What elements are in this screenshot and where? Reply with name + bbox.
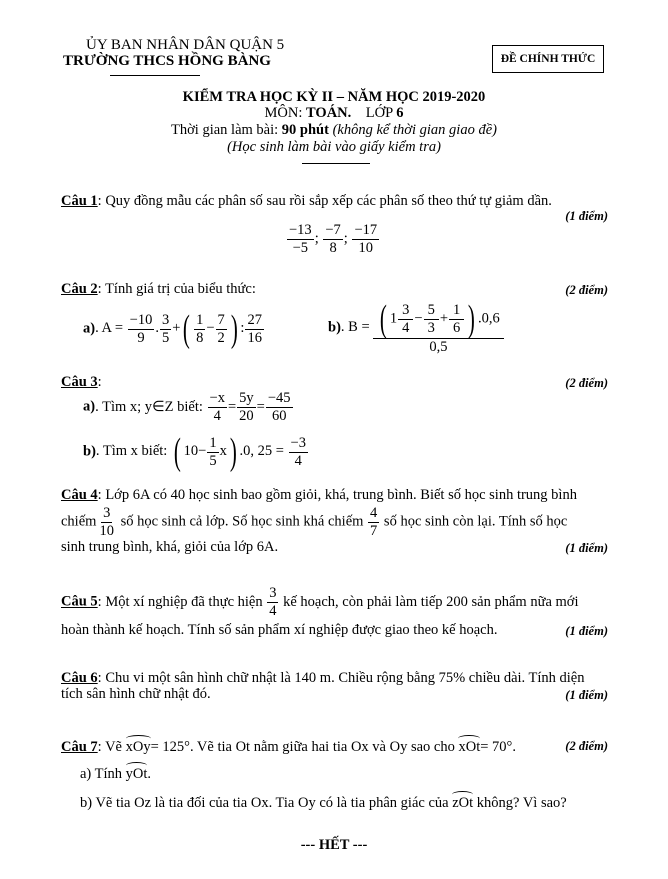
denominator: 8	[329, 239, 337, 256]
expression-a	[95, 390, 293, 424]
right-paren: )	[468, 298, 476, 340]
left-paren: (	[183, 308, 191, 350]
denominator: 8	[196, 329, 204, 346]
divider	[302, 163, 370, 164]
math-text: :	[240, 320, 245, 337]
math-text: −	[414, 310, 423, 327]
numerator: 4	[370, 505, 378, 521]
question-text: :	[97, 374, 102, 390]
angle: zOt	[452, 792, 473, 812]
numerator: −10	[129, 311, 153, 328]
part-a	[83, 310, 265, 348]
question-4	[61, 487, 577, 504]
angle: xOy	[126, 736, 151, 756]
math-text: . A =	[95, 320, 127, 337]
instruction: (Học sinh làm bài vào giấy kiểm tra)	[227, 139, 441, 155]
fraction	[398, 302, 413, 336]
grade-label: LỚP	[365, 105, 397, 121]
numerator: 7	[217, 311, 225, 328]
question-label: Câu 4	[61, 487, 98, 503]
fraction	[449, 302, 464, 336]
grade: 6	[396, 105, 404, 121]
math-text: không? Vì sao?	[473, 795, 567, 811]
question-6	[61, 670, 585, 687]
question-text	[97, 585, 579, 619]
time-note: (không kể thời gian giao đề)	[328, 122, 497, 138]
math-text: =	[256, 398, 265, 415]
math-text: .	[147, 766, 152, 782]
left-paren: (	[380, 298, 388, 340]
denominator: 7	[370, 522, 378, 539]
numerator: 3	[398, 302, 413, 320]
numerator: 27	[247, 311, 262, 328]
numerator: 1	[449, 302, 464, 320]
fraction	[287, 222, 314, 256]
fraction	[207, 435, 218, 469]
numerator: 5y	[239, 390, 254, 406]
end-marker: --- HẾT ---	[300, 837, 368, 853]
denominator: 9	[137, 329, 145, 346]
math-text: 10−	[183, 443, 207, 460]
divider	[110, 75, 200, 76]
math-text: +	[439, 310, 449, 327]
denominator: 4	[213, 407, 221, 424]
part-label: a)	[83, 398, 96, 415]
time: 90 phút	[281, 122, 329, 138]
math-text: =	[227, 398, 237, 415]
fraction	[266, 390, 293, 424]
fraction	[216, 312, 227, 346]
part-b	[328, 300, 504, 356]
question-text: sinh trung bình, khá, giỏi của lớp 6A.	[61, 539, 279, 555]
denominator: 2	[217, 329, 225, 346]
official-stamp: ĐỀ CHÍNH THỨC	[492, 45, 604, 73]
fraction	[424, 302, 439, 336]
part-b	[83, 433, 309, 471]
denominator: −5	[292, 239, 309, 256]
math-text: .0,6	[477, 310, 500, 327]
math-text: −	[206, 320, 215, 337]
fraction	[128, 312, 155, 346]
left-paren: (	[173, 431, 181, 473]
time-line	[0, 122, 668, 139]
question-text	[61, 505, 567, 539]
denominator: 10	[99, 522, 114, 539]
fraction	[245, 312, 264, 346]
question-label: Câu 6	[61, 670, 98, 686]
denominator: 5	[161, 329, 170, 346]
denominator: 4	[294, 452, 302, 469]
question-3	[61, 374, 102, 391]
part-a	[80, 763, 151, 783]
numerator	[373, 300, 503, 339]
math-text: = 70°.	[480, 739, 516, 755]
question-label: Câu 2	[61, 281, 98, 297]
math-text: . B =	[340, 319, 374, 336]
points: (1 điểm)	[565, 688, 608, 702]
denominator: 4	[269, 602, 277, 619]
math-text: ;	[343, 230, 352, 247]
fraction	[352, 222, 379, 256]
points: (1 điểm)	[565, 209, 608, 223]
authority-name: ỦY BAN NHÂN DÂN QUẬN 5	[86, 37, 285, 53]
angle: xOt	[458, 736, 480, 756]
math-text: chiếm	[61, 513, 97, 530]
school-name: TRƯỜNG THCS HỒNG BÀNG	[63, 53, 271, 69]
question-7	[61, 736, 516, 756]
numerator: −3	[290, 434, 306, 451]
subject-line	[0, 105, 668, 122]
fractions-expression	[286, 222, 380, 256]
part-label: b)	[83, 443, 96, 460]
points: (1 điểm)	[565, 541, 608, 555]
math-text: .0, 25 =	[239, 443, 288, 460]
numerator: 5	[424, 302, 439, 320]
angle: yOt	[126, 763, 148, 783]
part-label: a)	[83, 320, 96, 337]
numerator: −17	[354, 222, 378, 238]
math-text: x	[219, 443, 227, 460]
math-text: b) Vẽ tia Oz là tia đối của tia Ox. Tia Oy có là tia phân giác của	[80, 795, 453, 811]
denominator: 6	[453, 319, 461, 336]
question-text	[98, 739, 516, 755]
fraction	[289, 435, 308, 469]
question-text: : Quy đồng mẫu các phân số sau rồi sắp xếp các phân số theo thứ tự giảm dần.	[97, 193, 552, 209]
numerator: 1	[196, 311, 204, 328]
math-text: a) Tính	[80, 766, 126, 782]
numerator: 3	[161, 311, 170, 328]
right-paren: )	[229, 431, 237, 473]
question-text: tích sân hình chữ nhật đó.	[61, 686, 211, 702]
math-text: : Vẽ	[97, 739, 126, 755]
denominator: 20	[239, 407, 254, 424]
math-text: +	[172, 320, 181, 337]
fraction	[97, 505, 116, 539]
fraction	[160, 312, 171, 346]
points: (2 điểm)	[565, 283, 608, 297]
question-5	[61, 585, 578, 619]
numerator: 3	[103, 505, 111, 521]
math-text: : Một xí nghiệp đã thực hiện	[97, 593, 267, 610]
question-1	[61, 193, 552, 210]
denominator: 16	[247, 329, 262, 346]
points: (1 điểm)	[565, 624, 608, 638]
math-text: .	[155, 320, 159, 337]
question-label: Câu 7	[61, 739, 98, 755]
question-text: : Lớp 6A có 40 học sinh bao gồm giỏi, khá, trung bình. Biết số học sinh trung bình	[97, 487, 577, 503]
part-b	[80, 792, 567, 812]
big-fraction	[373, 300, 503, 356]
fraction	[323, 222, 342, 256]
question-text: : Chu vi một sân hình chữ nhật là 140 m. Chiều rộng bằng 75% chiều dài. Tính diện	[97, 670, 585, 686]
time-label: Thời gian làm bài:	[171, 122, 282, 138]
subject: TOÁN.	[306, 105, 352, 121]
fraction	[267, 585, 278, 619]
expression-b	[95, 431, 309, 473]
math-text: số học sinh cả lớp. Số học sinh khá chiếm	[116, 513, 368, 530]
expression-b	[340, 298, 504, 355]
part-a	[83, 390, 294, 424]
numerator: 3	[269, 585, 277, 601]
math-text: số học sinh còn lại. Tính số học	[380, 513, 568, 530]
fraction	[194, 312, 205, 346]
question-2	[61, 281, 256, 298]
numerator: −45	[267, 390, 291, 406]
question-label: Câu 1	[61, 193, 98, 209]
math-text: 1	[389, 310, 398, 327]
math-text: ;	[314, 230, 323, 247]
denominator	[429, 339, 447, 356]
numerator: −13	[289, 222, 312, 238]
denominator: 60	[271, 407, 287, 424]
math-text: = 125°. Vẽ tia Ot nằm giữa hai tia Ox và Oy sao cho	[150, 739, 459, 755]
numerator: 1	[209, 434, 217, 451]
math-text: 0,5	[429, 339, 448, 355]
math-text: . Tìm x biết:	[95, 443, 171, 460]
denominator: 5	[209, 452, 217, 469]
right-paren: )	[230, 308, 238, 350]
expression-a	[95, 308, 265, 350]
fraction	[237, 390, 256, 424]
exam-title: KIỂM TRA HỌC KỲ II – NĂM HỌC 2019-2020	[182, 89, 486, 105]
points: (2 điểm)	[565, 739, 608, 753]
part-label: b)	[328, 319, 341, 336]
math-text: kế hoạch, còn phải làm tiếp 200 sản phẩm nữa mới	[279, 593, 579, 610]
numerator: −x	[209, 390, 225, 406]
subject-label: MÔN:	[264, 105, 306, 121]
question-label: Câu 5	[61, 593, 98, 610]
numerator: −7	[325, 222, 341, 238]
points: (2 điểm)	[565, 376, 608, 390]
question-label: Câu 3	[61, 374, 98, 390]
denominator: 10	[358, 239, 374, 256]
fraction	[208, 390, 227, 424]
denominator: 3	[427, 319, 435, 336]
question-text: hoàn thành kế hoạch. Tính số sản phẩm xí nghiệp được giao theo kế hoạch.	[61, 622, 498, 638]
fraction	[368, 505, 379, 539]
denominator: 4	[402, 319, 410, 336]
question-text: : Tính giá trị của biểu thức:	[97, 281, 256, 297]
math-text: . Tìm x; y∈Z biết:	[95, 398, 207, 415]
